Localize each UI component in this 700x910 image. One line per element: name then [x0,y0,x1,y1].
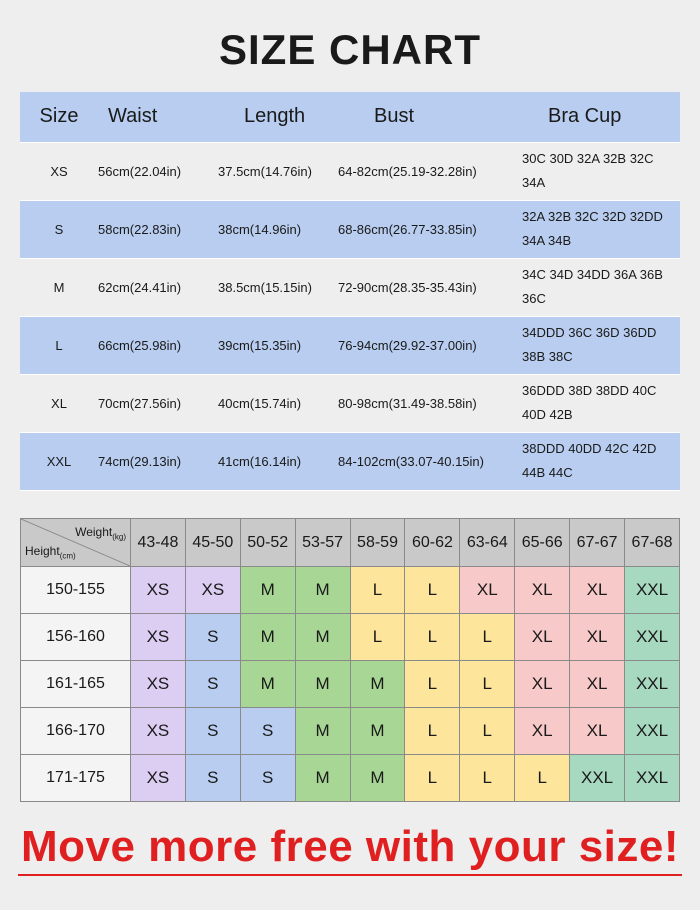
height-axis-label: Height$_{(cm)}$ [25,543,76,560]
fit-size-cell: M [295,567,350,614]
fit-size-cell: XXL [625,661,680,708]
fit-size-cell: S [185,614,240,661]
bust-value: 64-82cm(25.19-32.28in) [338,142,512,200]
size-label: L [20,316,98,374]
weight-range: 45-50 [185,519,240,567]
fit-size-cell: L [460,614,515,661]
bra-cup-value [512,258,680,316]
waist-value: 74cm(29.13in) [98,432,218,490]
size-row [20,258,680,316]
fit-size-cell: S [185,755,240,802]
fit-row [21,661,680,708]
fit-size-cell: XS [131,614,186,661]
size-row [20,200,680,258]
fit-size-cell: L [460,755,515,802]
header-bust: Bust [338,92,512,142]
fit-size-cell: XXL [625,755,680,802]
length-value: 40cm(15.74in) [218,374,338,432]
weight-range: 63-64 [460,519,515,567]
fit-size-cell: S [240,708,295,755]
weight-header-row [21,519,680,567]
bra-cup-value [512,200,680,258]
page-title: SIZE CHART [219,26,481,73]
fit-size-cell: M [350,661,405,708]
fit-size-cell: XL [460,567,515,614]
height-range: 161-165 [21,661,131,708]
header-size: Size [20,92,98,142]
fit-size-cell: L [405,614,460,661]
length-value: 39cm(15.35in) [218,316,338,374]
bra-cup-line: 34C 34D 34DD 36A 36B [522,267,663,282]
size-label: M [20,258,98,316]
fit-size-cell: XS [131,661,186,708]
length-value: 38cm(14.96in) [218,200,338,258]
fit-size-cell: XL [570,708,625,755]
fit-size-cell: M [295,614,350,661]
fit-size-cell: L [515,755,570,802]
weight-range: 43-48 [131,519,186,567]
bra-cup-line: 38B 38C [522,349,573,364]
bra-cup-line: 34DDD 36C 36D 36DD [522,325,657,340]
fit-size-cell: XS [131,567,186,614]
weight-range: 65-66 [515,519,570,567]
fit-size-cell: XL [515,661,570,708]
waist-value: 56cm(22.04in) [98,142,218,200]
fit-size-cell: S [240,755,295,802]
size-row [20,316,680,374]
bra-cup-value [512,142,680,200]
header-waist: Waist [98,92,218,142]
fit-size-cell: XS [131,708,186,755]
fit-row [21,708,680,755]
size-label: XXL [20,432,98,490]
length-value: 41cm(16.14in) [218,432,338,490]
bra-cup-value [512,432,680,490]
fit-row [21,614,680,661]
fit-size-cell: XXL [625,567,680,614]
fit-size-cell: L [460,661,515,708]
bra-cup-line: 44B 44C [522,465,573,480]
bra-cup-value [512,316,680,374]
fit-size-cell: L [350,567,405,614]
bust-value: 84-102cm(33.07-40.15in) [338,432,512,490]
waist-value: 62cm(24.41in) [98,258,218,316]
fit-size-cell: L [405,708,460,755]
fit-size-cell: XXL [570,755,625,802]
fit-size-cell: XS [131,755,186,802]
size-table-header [20,92,680,142]
size-label: S [20,200,98,258]
slogan-underline [18,874,682,876]
bra-cup-line: 30C 30D 32A 32B 32C [522,151,654,166]
bust-value: 76-94cm(29.92-37.00in) [338,316,512,374]
fit-size-cell: M [295,661,350,708]
bra-cup-value [512,374,680,432]
fit-size-cell: L [460,708,515,755]
size-row [20,374,680,432]
bra-cup-line: 38DDD 40DD 42C 42D [522,441,657,456]
grid-corner-cell [21,519,131,567]
height-range: 166-170 [21,708,131,755]
slogan: Move more free with your size! [20,822,680,871]
fit-size-cell: M [240,661,295,708]
size-measurement-table [20,92,680,491]
length-value: 38.5cm(15.15in) [218,258,338,316]
fit-size-cell: XL [570,661,625,708]
bra-cup-line: 34A 34B [522,233,572,248]
fit-size-cell: L [405,567,460,614]
bra-cup-line: 34A [522,175,546,190]
fit-size-cell: XXL [625,708,680,755]
fit-size-cell: XL [515,567,570,614]
size-row [20,432,680,490]
bra-cup-line: 36DDD 38D 38DD 40C [522,383,657,398]
fit-size-cell: M [350,708,405,755]
height-range: 171-175 [21,755,131,802]
fit-size-cell: XXL [625,614,680,661]
bust-value: 68-86cm(26.77-33.85in) [338,200,512,258]
weight-range: 58-59 [350,519,405,567]
waist-value: 58cm(22.83in) [98,200,218,258]
weight-range: 67-67 [570,519,625,567]
fit-row [21,567,680,614]
fit-size-cell: M [240,614,295,661]
size-row [20,142,680,200]
bra-cup-line: 40D 42B [522,407,573,422]
weight-axis-label: Weight$_{(kg)}$ [75,525,126,542]
fit-size-cell: L [405,755,460,802]
fit-size-cell: M [295,755,350,802]
length-value: 37.5cm(14.76in) [218,142,338,200]
fit-size-cell: S [185,708,240,755]
height-range: 150-155 [21,567,131,614]
bust-value: 72-90cm(28.35-35.43in) [338,258,512,316]
fit-row [21,755,680,802]
fit-size-cell: XL [515,614,570,661]
weight-range: 50-52 [240,519,295,567]
height-weight-fit-grid [20,518,680,802]
waist-value: 66cm(25.98in) [98,316,218,374]
header-length: Length [218,92,338,142]
size-label: XS [20,142,98,200]
bust-value: 80-98cm(31.49-38.58in) [338,374,512,432]
weight-range: 67-68 [625,519,680,567]
fit-size-cell: L [350,614,405,661]
fit-size-cell: XL [570,567,625,614]
size-label: XL [20,374,98,432]
header-bra-cup: Bra Cup [512,92,680,142]
waist-value: 70cm(27.56in) [98,374,218,432]
fit-size-cell: L [405,661,460,708]
fit-size-cell: XS [185,567,240,614]
fit-size-cell: M [350,755,405,802]
bra-cup-line: 32A 32B 32C 32D 32DD [522,209,663,224]
bra-cup-line: 36C [522,291,546,306]
fit-size-cell: M [295,708,350,755]
fit-size-cell: M [240,567,295,614]
weight-range: 53-57 [295,519,350,567]
fit-size-cell: XL [515,708,570,755]
fit-size-cell: XL [570,614,625,661]
height-range: 156-160 [21,614,131,661]
fit-size-cell: S [185,661,240,708]
weight-range: 60-62 [405,519,460,567]
